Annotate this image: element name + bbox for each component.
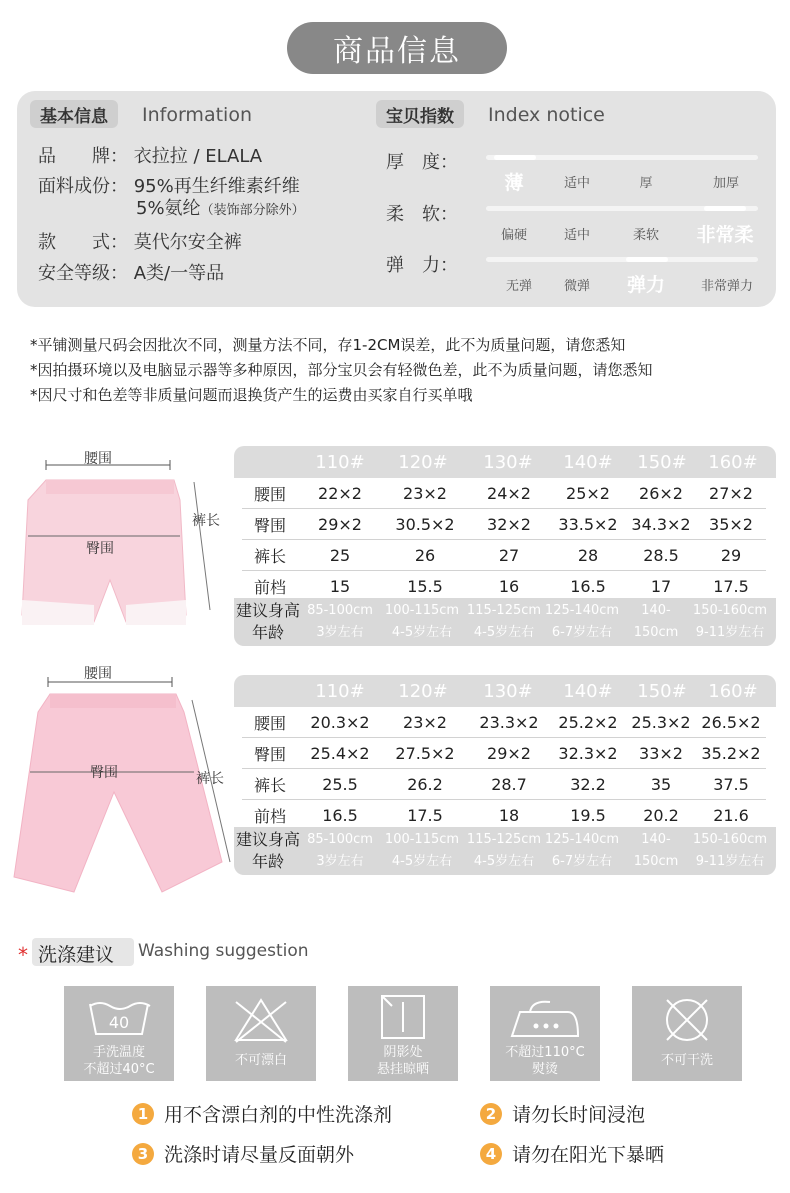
recommend-cell: 150-160cm 9-11岁左右 bbox=[692, 603, 768, 640]
washing-title-en: Washing suggestion bbox=[138, 941, 309, 961]
table-cell: 33.5×2 bbox=[558, 514, 618, 534]
row-label: 臀围 bbox=[253, 744, 286, 764]
thickness-knob bbox=[494, 155, 536, 160]
recommend-cell: 100-115cm 4-5岁左右 bbox=[384, 832, 460, 869]
recommend-cell: 140-150cm 7-9岁左右 bbox=[625, 603, 687, 662]
table-cell: 28 bbox=[577, 545, 599, 565]
table-cell: 26 bbox=[414, 545, 436, 565]
recommend-cell: 140-150cm 7-9岁左右 bbox=[625, 832, 687, 891]
tip-3: 3 洗涤时请尽量反面朝外 bbox=[132, 1140, 354, 1167]
shade-dry-icon: 阴影处 悬挂晾晒 bbox=[348, 986, 458, 1081]
iron-icon: 不超过110°C 熨烫 bbox=[490, 986, 600, 1081]
table-cell: 27.5×2 bbox=[395, 743, 455, 763]
recommend-cell: 85-100cm 3岁左右 bbox=[307, 832, 373, 869]
table-cell: 26.5×2 bbox=[701, 712, 761, 732]
softness-label: 柔 软： bbox=[386, 204, 458, 225]
table-cell: 16.5 bbox=[322, 805, 358, 825]
table-row bbox=[242, 478, 766, 508]
row-label: 前档 bbox=[253, 577, 286, 597]
table-cell: 21.6 bbox=[713, 805, 749, 825]
row-label: 腰围 bbox=[253, 713, 286, 733]
table-row bbox=[242, 769, 766, 799]
softness-opt-soft: 柔软 bbox=[632, 228, 659, 243]
table-cell: 30.5×2 bbox=[395, 514, 455, 534]
recommend-label: 建议身高 年龄 bbox=[236, 830, 301, 871]
thickness-label: 厚 度： bbox=[386, 152, 458, 173]
svg-text:40: 40 bbox=[108, 1013, 130, 1032]
info-row-style: 款 式： 莫代尔安全裤 bbox=[38, 232, 242, 253]
info-row-safety: 安全等级： A类/一等品 bbox=[38, 263, 225, 284]
basic-info-tag-en: Information bbox=[142, 104, 252, 126]
table-cell: 22×2 bbox=[318, 483, 362, 503]
table-cell: 27 bbox=[498, 545, 520, 565]
basic-info-tag: 基本信息 bbox=[30, 100, 118, 128]
thickness-opt-medium: 适中 bbox=[563, 176, 590, 191]
softness-opt-hard: 偏硬 bbox=[500, 228, 527, 243]
recommend-cell: 125-140cm 6-7岁左右 bbox=[544, 603, 620, 640]
row-label: 前档 bbox=[253, 806, 286, 826]
index-notice-tag: 宝贝指数 bbox=[376, 100, 464, 128]
table-cell: 32.2 bbox=[570, 774, 606, 794]
star-icon: * bbox=[18, 943, 28, 967]
table-cell: 24×2 bbox=[487, 483, 531, 503]
size-col: 150# bbox=[637, 681, 687, 702]
table-cell: 18 bbox=[498, 805, 520, 825]
softness-opt-medium: 适中 bbox=[563, 228, 590, 243]
table-cell: 23.3×2 bbox=[479, 712, 539, 732]
table-cell: 33×2 bbox=[639, 743, 683, 763]
handwash-40-icon: 40 手洗温度 不超过40°C bbox=[64, 986, 174, 1081]
table-cell: 23×2 bbox=[403, 712, 447, 732]
elasticity-knob bbox=[626, 257, 668, 262]
page-title: 商品信息 bbox=[287, 22, 507, 74]
table-cell: 17 bbox=[650, 576, 672, 596]
elasticity-track bbox=[486, 257, 758, 262]
shorts-image bbox=[14, 440, 234, 640]
recommend-row-1 bbox=[236, 600, 768, 666]
size-col: 160# bbox=[708, 681, 758, 702]
table-row bbox=[242, 707, 766, 737]
row-label: 臀围 bbox=[253, 515, 286, 535]
recommend-cell: 150-160cm 9-11岁左右 bbox=[692, 832, 768, 869]
table-cell: 25.2×2 bbox=[558, 712, 618, 732]
length-label-2: 裤长 bbox=[196, 771, 224, 787]
washing-title: 洗涤建议 bbox=[38, 944, 115, 966]
elasticity-opt-very: 非常弹力 bbox=[700, 279, 753, 294]
recommend-cell: 125-140cm 6-7岁左右 bbox=[544, 832, 620, 869]
info-row-fabric-2: 5%氨纶（装饰部分除外） bbox=[136, 198, 305, 219]
table-cell: 32×2 bbox=[487, 514, 531, 534]
no-dryclean-icon: 不可干洗 bbox=[632, 986, 742, 1081]
table-cell: 20.2 bbox=[643, 805, 679, 825]
softness-knob bbox=[704, 206, 746, 211]
table-cell: 17.5 bbox=[407, 805, 443, 825]
recommend-cell: 115-125cm 4-5岁左右 bbox=[466, 832, 542, 869]
recommend-row-2 bbox=[236, 829, 768, 895]
table-cell: 20.3×2 bbox=[310, 712, 370, 732]
row-label: 腰围 bbox=[253, 484, 286, 504]
table-cell: 35.2×2 bbox=[701, 743, 761, 763]
softness-opt-very-soft: 非常柔 bbox=[696, 224, 754, 246]
index-notice-tag-en: Index notice bbox=[488, 104, 605, 126]
table-row bbox=[242, 738, 766, 768]
table-cell: 32.3×2 bbox=[558, 743, 618, 763]
length-label-1: 裤长 bbox=[192, 513, 220, 529]
recommend-label: 建议身高 年龄 bbox=[236, 601, 301, 642]
elasticity-label: 弹 力： bbox=[386, 255, 458, 276]
table-cell: 29×2 bbox=[318, 514, 362, 534]
row-label: 裤长 bbox=[253, 546, 286, 566]
thickness-opt-extra: 加厚 bbox=[712, 176, 739, 191]
table-cell: 26.2 bbox=[407, 774, 443, 794]
table-cell: 35×2 bbox=[709, 514, 753, 534]
row-label: 裤长 bbox=[253, 775, 286, 795]
table-row bbox=[242, 509, 766, 539]
waist-label-1: 腰围 bbox=[84, 451, 112, 467]
table-cell: 25.3×2 bbox=[631, 712, 691, 732]
tip-4: 4 请勿在阳光下暴晒 bbox=[480, 1140, 664, 1167]
table-cell: 17.5 bbox=[713, 576, 749, 596]
table-row bbox=[242, 571, 766, 601]
size-col: 160# bbox=[708, 452, 758, 473]
recommend-cell: 100-115cm 4-5岁左右 bbox=[384, 603, 460, 640]
table-cell: 16 bbox=[498, 576, 520, 596]
size-col: 140# bbox=[563, 452, 613, 473]
table-row bbox=[242, 800, 766, 830]
no-bleach-icon: 不可漂白 bbox=[206, 986, 316, 1081]
size-col: 150# bbox=[637, 452, 687, 473]
size-col: 120# bbox=[398, 452, 448, 473]
table-cell: 19.5 bbox=[570, 805, 606, 825]
table-cell: 25×2 bbox=[566, 483, 610, 503]
info-row-brand: 品 牌： 衣拉拉 / ELALA bbox=[38, 146, 263, 167]
note-3: *因尺寸和色差等非质量问题而退换货产生的运费由买家自行买单哦 bbox=[30, 386, 473, 404]
recommend-cell: 85-100cm 3岁左右 bbox=[307, 603, 373, 640]
table-cell: 34.3×2 bbox=[631, 514, 691, 534]
table-cell: 28.5 bbox=[643, 545, 679, 565]
elasticity-opt-slight: 微弹 bbox=[563, 279, 590, 294]
size-table-2-sizes bbox=[234, 681, 776, 702]
table-cell: 16.5 bbox=[570, 576, 606, 596]
tip-2: 2 请勿长时间浸泡 bbox=[480, 1100, 645, 1127]
size-table-2 bbox=[242, 707, 766, 830]
size-table-1 bbox=[242, 478, 766, 601]
size-col: 120# bbox=[398, 681, 448, 702]
waist-label-2: 腰围 bbox=[84, 666, 112, 682]
table-cell: 25 bbox=[329, 545, 351, 565]
elasticity-opt-elastic: 弹力 bbox=[626, 274, 665, 296]
size-col: 110# bbox=[315, 452, 365, 473]
table-row bbox=[242, 540, 766, 570]
table-cell: 29 bbox=[720, 545, 742, 565]
thickness-opt-thin: 薄 bbox=[504, 172, 524, 194]
recommend-cell: 115-125cm 4-5岁左右 bbox=[466, 603, 542, 640]
hip-label-2: 臀围 bbox=[90, 765, 118, 781]
table-cell: 15 bbox=[329, 576, 351, 596]
size-col: 130# bbox=[483, 452, 533, 473]
table-cell: 15.5 bbox=[407, 576, 443, 596]
table-cell: 35 bbox=[650, 774, 672, 794]
size-col: 140# bbox=[563, 681, 613, 702]
table-cell: 29×2 bbox=[487, 743, 531, 763]
table-cell: 23×2 bbox=[403, 483, 447, 503]
size-table-1-sizes bbox=[234, 452, 776, 473]
table-cell: 25.5 bbox=[322, 774, 358, 794]
info-row-fabric: 面料成份： 95%再生纤维素纤维 bbox=[38, 176, 300, 197]
note-1: *平铺测量尺码会因批次不同，测量方法不同，存1-2CM误差，此不为质量问题，请您悉知 bbox=[30, 336, 626, 354]
elasticity-opt-none: 无弹 bbox=[505, 279, 532, 294]
table-cell: 25.4×2 bbox=[310, 743, 370, 763]
tip-1: 1 用不含漂白剂的中性洗涤剂 bbox=[132, 1100, 392, 1127]
thickness-opt-thick: 厚 bbox=[639, 176, 653, 191]
size-col: 130# bbox=[483, 681, 533, 702]
table-cell: 37.5 bbox=[713, 774, 749, 794]
table-cell: 26×2 bbox=[639, 483, 683, 503]
table-cell: 27×2 bbox=[709, 483, 753, 503]
table-cell: 28.7 bbox=[491, 774, 527, 794]
hip-label-1: 臀围 bbox=[86, 541, 114, 557]
size-col: 110# bbox=[315, 681, 365, 702]
note-2: *因拍摄环境以及电脑显示器等多种原因，部分宝贝会有轻微色差，此不为质量问题，请您悉知 bbox=[30, 361, 653, 379]
